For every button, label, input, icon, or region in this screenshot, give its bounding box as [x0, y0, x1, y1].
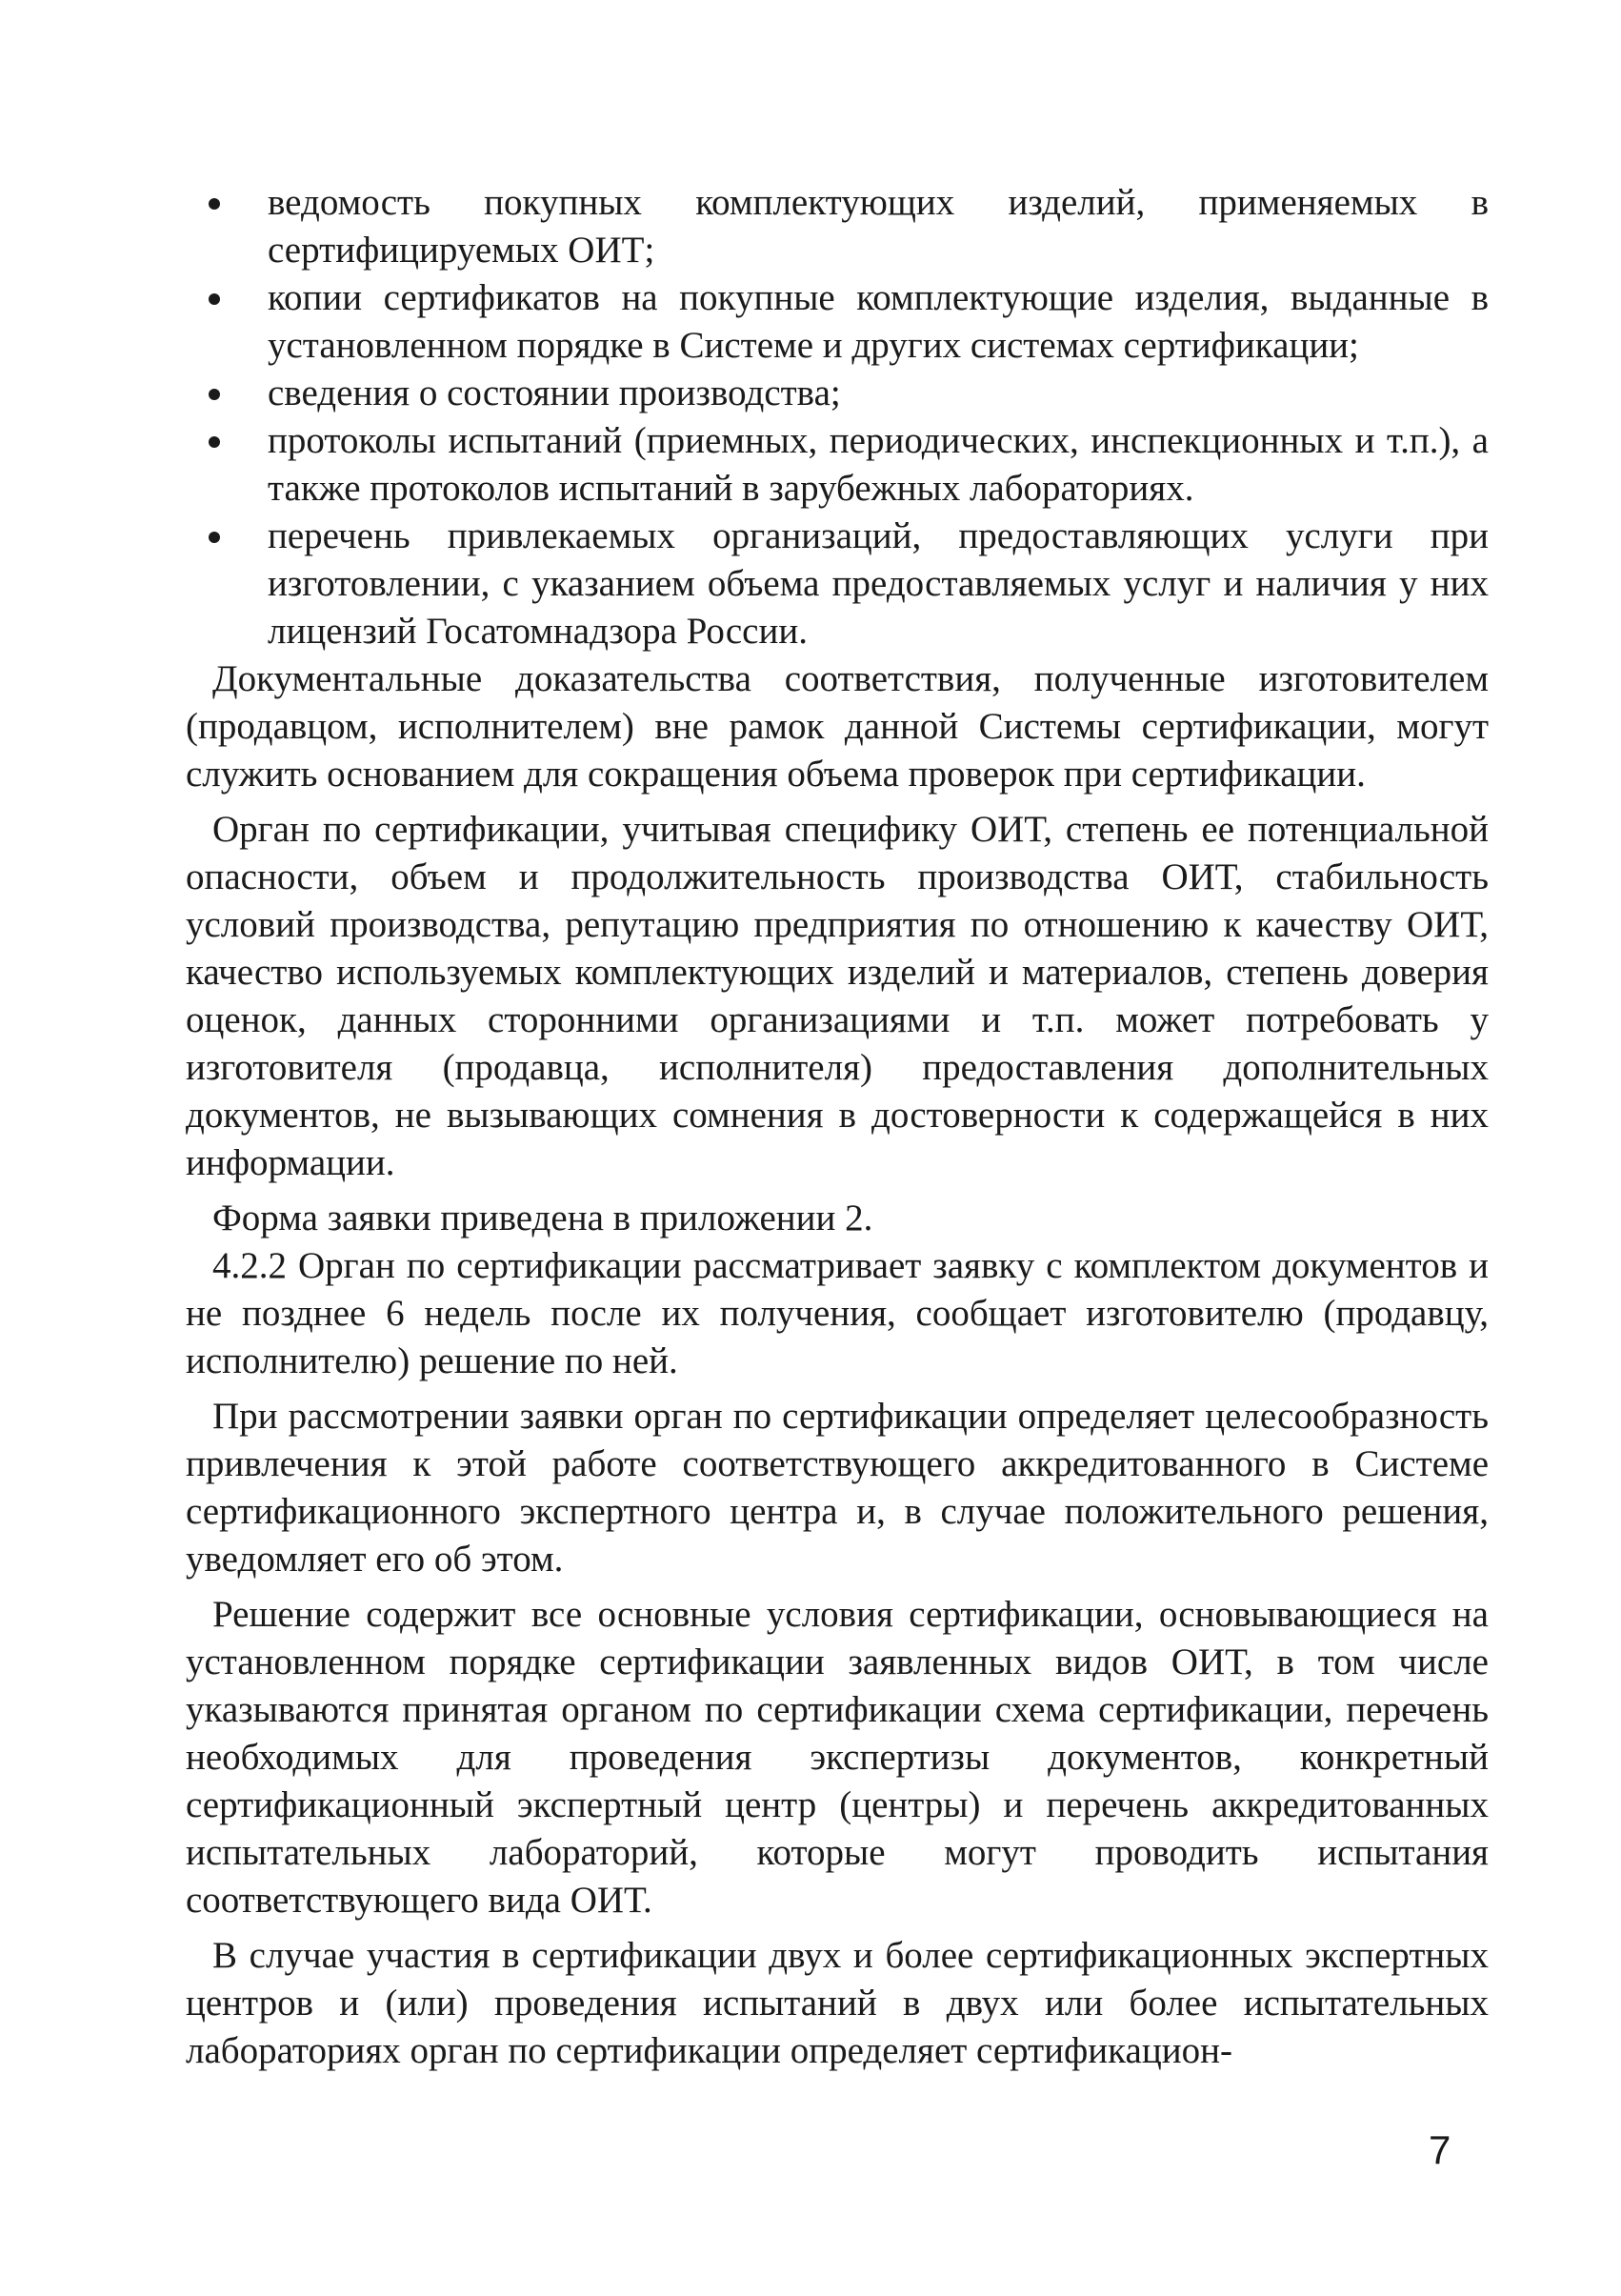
list-item	[186, 274, 1489, 370]
list-item	[186, 417, 1489, 513]
bullet-icon	[209, 389, 220, 400]
paragraph-decision: Решение содержит все основные условия сертификации, основывающиеся на установленном порядке сертификации заявленных видов ОИТ, в том числе указываются принятая органом по сертификации схема сертификации, перечень необходимых для проведения экспертизы документов, конкретный сертификационный экспертный центр (центры) и перечень аккредитованных испытательных лабораторий, которые могут проводить испытания соответствующего вида ОИТ.	[186, 1594, 1489, 1921]
document-list	[186, 179, 1489, 655]
paragraph-certification-body: Орган по сертификации, учитывая специфику ОИТ, степень ее потенциальной опасности, объем и продолжительность производства ОИТ, стабильность условий производства, репутацию предприятия по отношению к качеству ОИТ, качество используемых комплектующих изделий и материалов, степень доверия оценок, данных сторонними организациями и т.п. может потребовать у изготовителя (продавца, исполнителя) предоставления дополнительных документов, не вызывающих сомнения в достоверности к содержащейся в них информации.	[186, 809, 1489, 1183]
list-item-text: сведения о состоянии производства;	[268, 373, 841, 413]
paragraph-documentary-evidence: Документальные доказательства соответствия, полученные изготовителем (продавцом, исполнителем) вне рамок данной Системы сертификации, могут служить основанием для сокращения объема проверок при сертификации.	[186, 658, 1489, 795]
bullet-icon	[209, 436, 220, 448]
list-item	[186, 513, 1489, 655]
bullet-icon	[209, 532, 220, 543]
list-item-text: протоколы испытаний (приемных, периодических, инспекционных и т.п.), а также протоколов испытаний в зарубежных лабораториях.	[268, 420, 1489, 509]
bullet-icon	[209, 198, 220, 210]
list-item-text: ведомость покупных комплектующих изделий, применяемых в сертифицируемых ОИТ;	[268, 182, 1489, 271]
document-body	[186, 179, 1489, 2075]
paragraph-section-4-2-2: 4.2.2 Орган по сертификации рассматривает заявку с комплектом документов и не позднее 6 недель после их получения, сообщает изготовителю (продавцу, исполнителю) решение по ней.	[186, 1245, 1489, 1381]
paragraph-application-form: Форма заявки приведена в приложении 2.	[212, 1198, 873, 1239]
list-item	[186, 370, 1489, 417]
page-number: 7	[1429, 2127, 1451, 2172]
list-item-text: копии сертификатов на покупные комплектующие изделия, выданные в установленном порядке в Системе и других системах сертификации;	[268, 277, 1489, 366]
paragraph-multiple-centers: В случае участия в сертификации двух и более сертификационных экспертных центров и (или) проведения испытаний в двух или более испытательных лабораториях орган по сертификации определяет сертификацион-	[186, 1935, 1489, 2071]
list-item-text: перечень привлекаемых организаций, предоставляющих услуги при изготовлении, с указанием объема предоставляемых услуг и наличия у них лицензий Госатомнадзора России.	[268, 515, 1489, 652]
bullet-icon	[209, 293, 220, 305]
list-item	[186, 179, 1489, 274]
paragraph-application-review: При рассмотрении заявки орган по сертификации определяет целесообразность привлечения к этой работе соответствующего аккредитованного в Системе сертификационного экспертного центра и, в случае положительного решения, уведомляет его об этом.	[186, 1396, 1489, 1580]
